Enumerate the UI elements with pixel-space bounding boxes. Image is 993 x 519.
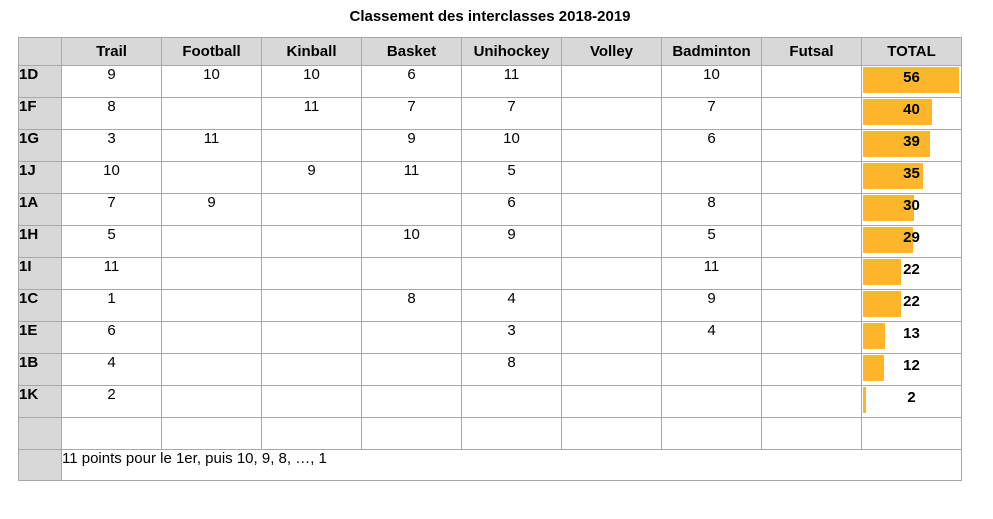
total-value: 56	[903, 69, 920, 86]
score-cell: 6	[662, 130, 762, 162]
score-cell	[162, 386, 262, 418]
score-cell: 10	[462, 130, 562, 162]
score-cell: 9	[462, 226, 562, 258]
score-cell: 11	[162, 130, 262, 162]
class-label: 1J	[19, 162, 62, 194]
score-cell: 6	[362, 66, 462, 98]
column-header-total: TOTAL	[862, 38, 962, 66]
column-header-trail: Trail	[62, 38, 162, 66]
total-cell	[862, 290, 962, 322]
score-cell	[262, 322, 362, 354]
score-cell	[262, 258, 362, 290]
total-value: 29	[903, 229, 920, 246]
score-cell: 6	[62, 322, 162, 354]
empty-row	[19, 418, 962, 450]
table-row	[19, 194, 962, 226]
scoring-note: 11 points pour le 1er, puis 10, 9, 8, …, 1	[62, 450, 962, 481]
total-cell	[862, 130, 962, 162]
score-cell: 10	[162, 66, 262, 98]
score-cell	[762, 354, 862, 386]
score-cell: 4	[462, 290, 562, 322]
score-cell: 2	[62, 386, 162, 418]
total-cell	[862, 98, 962, 130]
total-value: 35	[903, 165, 920, 182]
empty-cell	[262, 418, 362, 450]
score-cell	[562, 130, 662, 162]
score-cell	[162, 290, 262, 322]
total-value: 40	[903, 101, 920, 118]
note-row	[19, 450, 962, 481]
score-cell: 10	[62, 162, 162, 194]
total-cell	[862, 194, 962, 226]
score-cell	[262, 290, 362, 322]
class-label: 1E	[19, 322, 62, 354]
score-cell: 11	[462, 66, 562, 98]
score-cell: 7	[462, 98, 562, 130]
column-header-volley: Volley	[562, 38, 662, 66]
empty-cell	[562, 418, 662, 450]
score-cell	[762, 322, 862, 354]
total-cell	[862, 354, 962, 386]
score-cell: 9	[362, 130, 462, 162]
score-cell	[562, 194, 662, 226]
score-cell: 7	[662, 98, 762, 130]
score-cell	[162, 226, 262, 258]
total-value: 22	[903, 261, 920, 278]
table-row	[19, 322, 962, 354]
score-cell	[262, 194, 362, 226]
total-value: 30	[903, 197, 920, 214]
total-value: 12	[903, 357, 920, 374]
class-label: 1K	[19, 386, 62, 418]
score-cell	[562, 98, 662, 130]
score-cell: 7	[62, 194, 162, 226]
score-cell: 5	[662, 226, 762, 258]
ranking-table	[18, 37, 962, 481]
score-cell: 9	[262, 162, 362, 194]
class-label	[19, 450, 62, 481]
empty-cell	[662, 418, 762, 450]
score-cell	[162, 162, 262, 194]
score-cell	[562, 386, 662, 418]
score-cell	[362, 386, 462, 418]
class-label: 1I	[19, 258, 62, 290]
score-cell: 11	[362, 162, 462, 194]
score-cell: 4	[662, 322, 762, 354]
header-row	[19, 38, 962, 66]
score-cell	[562, 226, 662, 258]
score-cell	[762, 258, 862, 290]
score-cell: 8	[62, 98, 162, 130]
score-cell	[162, 354, 262, 386]
total-value: 13	[903, 325, 920, 342]
score-cell	[162, 322, 262, 354]
score-cell	[562, 290, 662, 322]
score-cell	[362, 258, 462, 290]
score-cell: 10	[362, 226, 462, 258]
class-label: 1D	[19, 66, 62, 98]
score-cell: 8	[662, 194, 762, 226]
column-header-kinball: Kinball	[262, 38, 362, 66]
class-label: 1A	[19, 194, 62, 226]
score-cell	[562, 258, 662, 290]
score-cell	[762, 66, 862, 98]
empty-cell	[62, 418, 162, 450]
score-cell: 4	[62, 354, 162, 386]
score-cell: 11	[262, 98, 362, 130]
table-row	[19, 290, 962, 322]
total-value: 22	[903, 293, 920, 310]
score-cell	[462, 258, 562, 290]
total-cell	[862, 226, 962, 258]
class-label	[19, 418, 62, 450]
empty-cell	[162, 418, 262, 450]
column-header-unihockey: Unihockey	[462, 38, 562, 66]
score-cell	[762, 290, 862, 322]
score-cell: 11	[662, 258, 762, 290]
column-header-badminton: Badminton	[662, 38, 762, 66]
score-cell: 5	[62, 226, 162, 258]
total-cell	[862, 66, 962, 98]
empty-cell	[362, 418, 462, 450]
empty-cell	[862, 418, 962, 450]
table-row	[19, 354, 962, 386]
table-row	[19, 130, 962, 162]
score-cell	[762, 162, 862, 194]
score-cell	[262, 354, 362, 386]
score-cell: 10	[662, 66, 762, 98]
score-cell	[562, 354, 662, 386]
score-cell	[162, 258, 262, 290]
table-row	[19, 258, 962, 290]
score-cell: 3	[62, 130, 162, 162]
class-label: 1C	[19, 290, 62, 322]
score-cell	[262, 130, 362, 162]
total-value: 2	[907, 389, 916, 406]
table-row	[19, 66, 962, 98]
score-cell: 8	[362, 290, 462, 322]
total-cell	[862, 162, 962, 194]
corner-cell	[19, 38, 62, 66]
score-cell: 11	[62, 258, 162, 290]
total-cell	[862, 258, 962, 290]
score-cell: 10	[262, 66, 362, 98]
class-label: 1B	[19, 354, 62, 386]
score-cell	[762, 194, 862, 226]
column-header-futsal: Futsal	[762, 38, 862, 66]
score-cell	[362, 354, 462, 386]
score-cell	[662, 162, 762, 194]
total-value: 39	[903, 133, 920, 150]
score-cell	[762, 226, 862, 258]
page-title: Classement des interclasses 2018-2019	[349, 8, 631, 25]
table-row	[19, 386, 962, 418]
score-cell	[262, 386, 362, 418]
score-cell	[762, 98, 862, 130]
score-cell	[562, 322, 662, 354]
score-cell	[162, 98, 262, 130]
class-label: 1F	[19, 98, 62, 130]
score-cell: 6	[462, 194, 562, 226]
column-header-basket: Basket	[362, 38, 462, 66]
score-cell: 9	[162, 194, 262, 226]
score-cell	[362, 194, 462, 226]
score-cell	[262, 226, 362, 258]
score-cell	[762, 386, 862, 418]
score-cell: 5	[462, 162, 562, 194]
table-row	[19, 226, 962, 258]
score-cell	[462, 386, 562, 418]
empty-cell	[462, 418, 562, 450]
score-cell	[362, 322, 462, 354]
score-cell: 1	[62, 290, 162, 322]
score-cell: 7	[362, 98, 462, 130]
total-cell	[862, 322, 962, 354]
class-label: 1G	[19, 130, 62, 162]
score-cell: 9	[62, 66, 162, 98]
score-cell: 9	[662, 290, 762, 322]
table-row	[19, 162, 962, 194]
score-cell	[762, 130, 862, 162]
empty-cell	[762, 418, 862, 450]
total-cell	[862, 386, 962, 418]
score-cell: 3	[462, 322, 562, 354]
class-label: 1H	[19, 226, 62, 258]
column-header-football: Football	[162, 38, 262, 66]
score-cell	[662, 386, 762, 418]
score-cell: 8	[462, 354, 562, 386]
table-row	[19, 98, 962, 130]
score-cell	[662, 354, 762, 386]
score-cell	[562, 66, 662, 98]
score-cell	[562, 162, 662, 194]
